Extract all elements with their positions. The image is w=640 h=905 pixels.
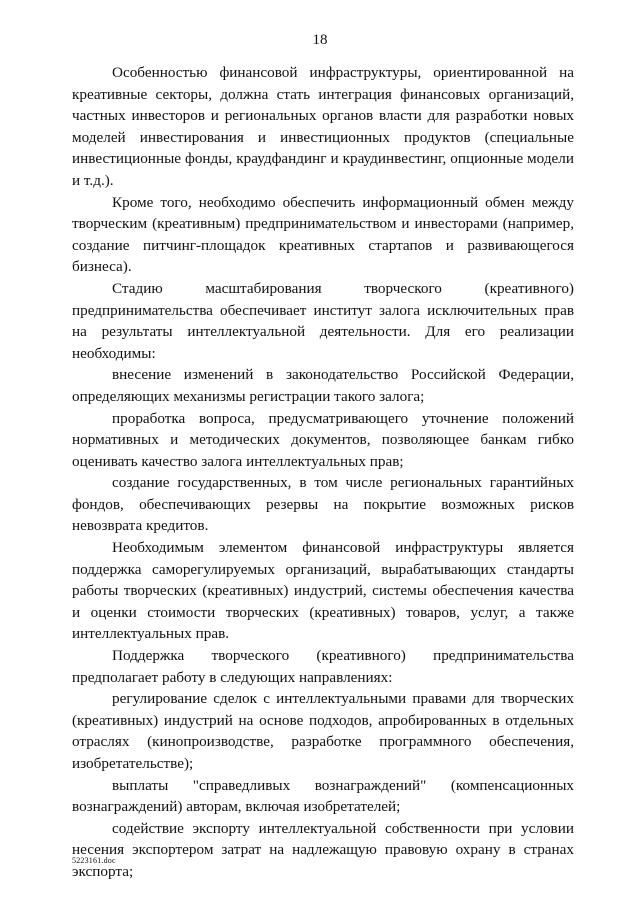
paragraph: выплаты "справедливых вознаграждений" (компенсационных вознаграждений) авторам, включая изобретателей; [72, 776, 574, 816]
document-body [72, 62, 574, 883]
paragraph: Стадию масштабирования творческого (креативного) предпринимательства обеспечивает институт залога исключительных прав на результаты интеллектуальной деятельности. Для его реализации необходимы: [72, 279, 574, 362]
paragraph: Кроме того, необходимо обеспечить информационный обмен между творческим (креативным) предпринимательством и инвесторами (например, создание питчинг-площадок креативных стартапов и развивающегося бизнеса). [72, 193, 574, 276]
paragraph: создание государственных, в том числе региональных гарантийных фондов, обеспечивающих резервы на покрытие возможных рисков невозврата кредитов. [72, 474, 574, 535]
paragraph: Особенностью финансовой инфраструктуры, ориентированной на креативные секторы, должна стать интеграция финансовых организаций, частных инвесторов и региональных органов власти для разработки новых моделей инвестирования и инвестиционных продуктов (специальные инвестиционные фонды, краудфандинг и краудинвестинг, опционные модели и т.д.). [72, 64, 574, 189]
paragraph: внесение изменений в законодательство Российской Федерации, определяющих механизмы регистрации такого залога; [72, 366, 574, 405]
paragraph: Поддержка творческого (креативного) предпринимательства предполагает работу в следующих направлениях: [72, 647, 574, 686]
paragraph: регулирование сделок с интеллектуальными правами для творческих (креативных) индустрий на основе подходов, апробированных в отдельных отраслях (кинопроизводстве, разработке программного обеспечения, изобретательстве); [72, 690, 574, 772]
paragraph: Необходимым элементом финансовой инфраструктуры является поддержка саморегулируемых организаций, вырабатывающих стандарты работы творческих (креативных) индустрий, системы обеспечения качества и оценки стоимости творческих (креативных) товаров, услуг, а также интеллектуальных прав. [72, 539, 574, 643]
footer-file-code: 5223161.doc [72, 856, 116, 865]
paragraph: проработка вопроса, предусматривающего уточнение положений нормативных и методических документов, позволяющее банкам гибко оценивать качество залога интеллектуальных прав; [72, 409, 574, 470]
paragraph: содействие экспорту интеллектуальной собственности при условии несения экспортером затрат на надлежащую правовую охрану в странах экспорта; [72, 819, 574, 880]
page-number: 18 [312, 32, 328, 48]
